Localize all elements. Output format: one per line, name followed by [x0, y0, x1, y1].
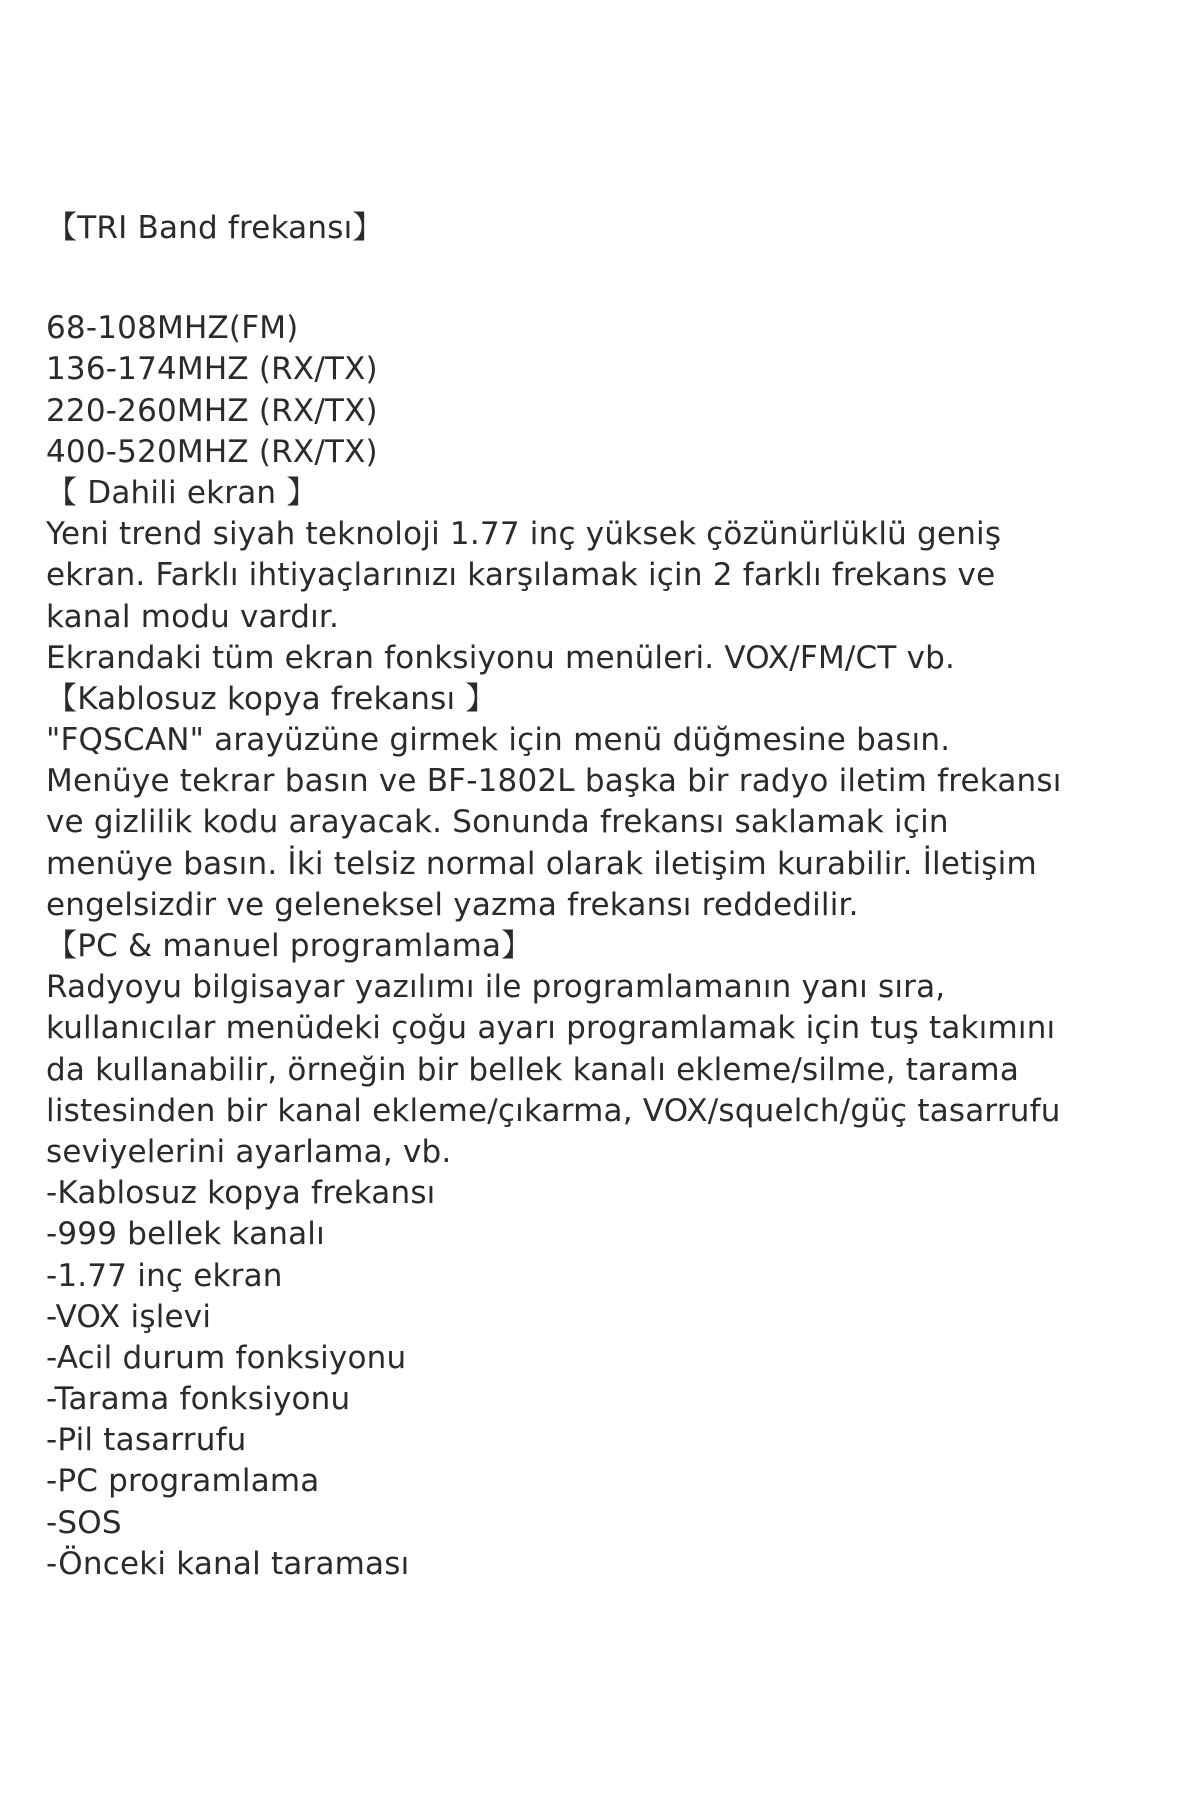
text-line: -Kablosuz kopya frekansı — [46, 1175, 436, 1212]
text-line: 68-108MHZ(FM) — [46, 310, 299, 347]
text-lines — [46, 308, 1176, 1585]
text-line: ve gizlilik kodu arayacak. Sonunda frekansı saklamak için — [46, 804, 949, 841]
text-line: Radyoyu bilgisayar yazılımı ile programlamanın yanı sıra, — [46, 969, 946, 1006]
text-line: seviyelerini ayarlama, vb. — [46, 1133, 452, 1170]
spacer — [46, 249, 1176, 308]
text-line: Yeni trend siyah teknoloji 1.77 inç yüksek çözünürlüklü geniş — [46, 516, 1002, 553]
text-line: 【 Dahili ekran 】 — [46, 474, 318, 511]
section-heading-tri-band: 【TRI Band frekansı】 — [46, 210, 384, 246]
text-line: ekran. Farklı ihtiyaçlarınızı karşılamak için 2 farklı frekans ve — [46, 557, 996, 594]
text-line: -SOS — [46, 1504, 122, 1541]
text-line: Menüye tekrar basın ve BF-1802L başka bir radyo iletim frekansı — [46, 763, 1062, 800]
text-line: kullanıcılar menüdeki çoğu ayarı programlamak için tuş takımını — [46, 1010, 1056, 1047]
text-line: -VOX işlevi — [46, 1298, 212, 1335]
text-line: 400-520MHZ (RX/TX) — [46, 433, 378, 470]
text-line: menüye basın. İki telsiz normal olarak iletişim kurabilir. İletişim — [46, 845, 1037, 882]
text-line: 136-174MHZ (RX/TX) — [46, 351, 378, 388]
text-line: da kullanabilir, örneğin bir bellek kanalı ekleme/silme, tarama — [46, 1051, 1020, 1088]
text-line: Ekrandaki tüm ekran fonksiyonu menüleri. VOX/FM/CT vb. — [46, 639, 956, 676]
text-line: engelsizdir ve geleneksel yazma frekansı reddedilir. — [46, 886, 859, 923]
text-line: -Tarama fonksiyonu — [46, 1381, 351, 1418]
text-line: 【PC & manuel programlama】 — [46, 928, 533, 964]
text-line: -Acil durum fonksiyonu — [46, 1339, 407, 1376]
text-line: "FQSCAN" arayüzüne girmek için menü düğmesine basın. — [46, 722, 951, 759]
text-line: 【Kablosuz kopya frekansı 】 — [46, 680, 497, 717]
text-line: -PC programlama — [46, 1463, 320, 1500]
text-line: -Önceki kanal taraması — [46, 1545, 410, 1582]
document-body — [46, 208, 1176, 1585]
text-line: listesinden bir kanal ekleme/çıkarma, VOX/squelch/güç tasarrufu — [46, 1092, 1061, 1129]
text-line: -Pil tasarrufu — [46, 1422, 247, 1459]
text-line: -999 bellek kanalı — [46, 1216, 325, 1253]
text-line: -1.77 inç ekran — [46, 1257, 283, 1294]
text-line: 220-260MHZ (RX/TX) — [46, 392, 378, 429]
text-line: kanal modu vardır. — [46, 598, 340, 635]
